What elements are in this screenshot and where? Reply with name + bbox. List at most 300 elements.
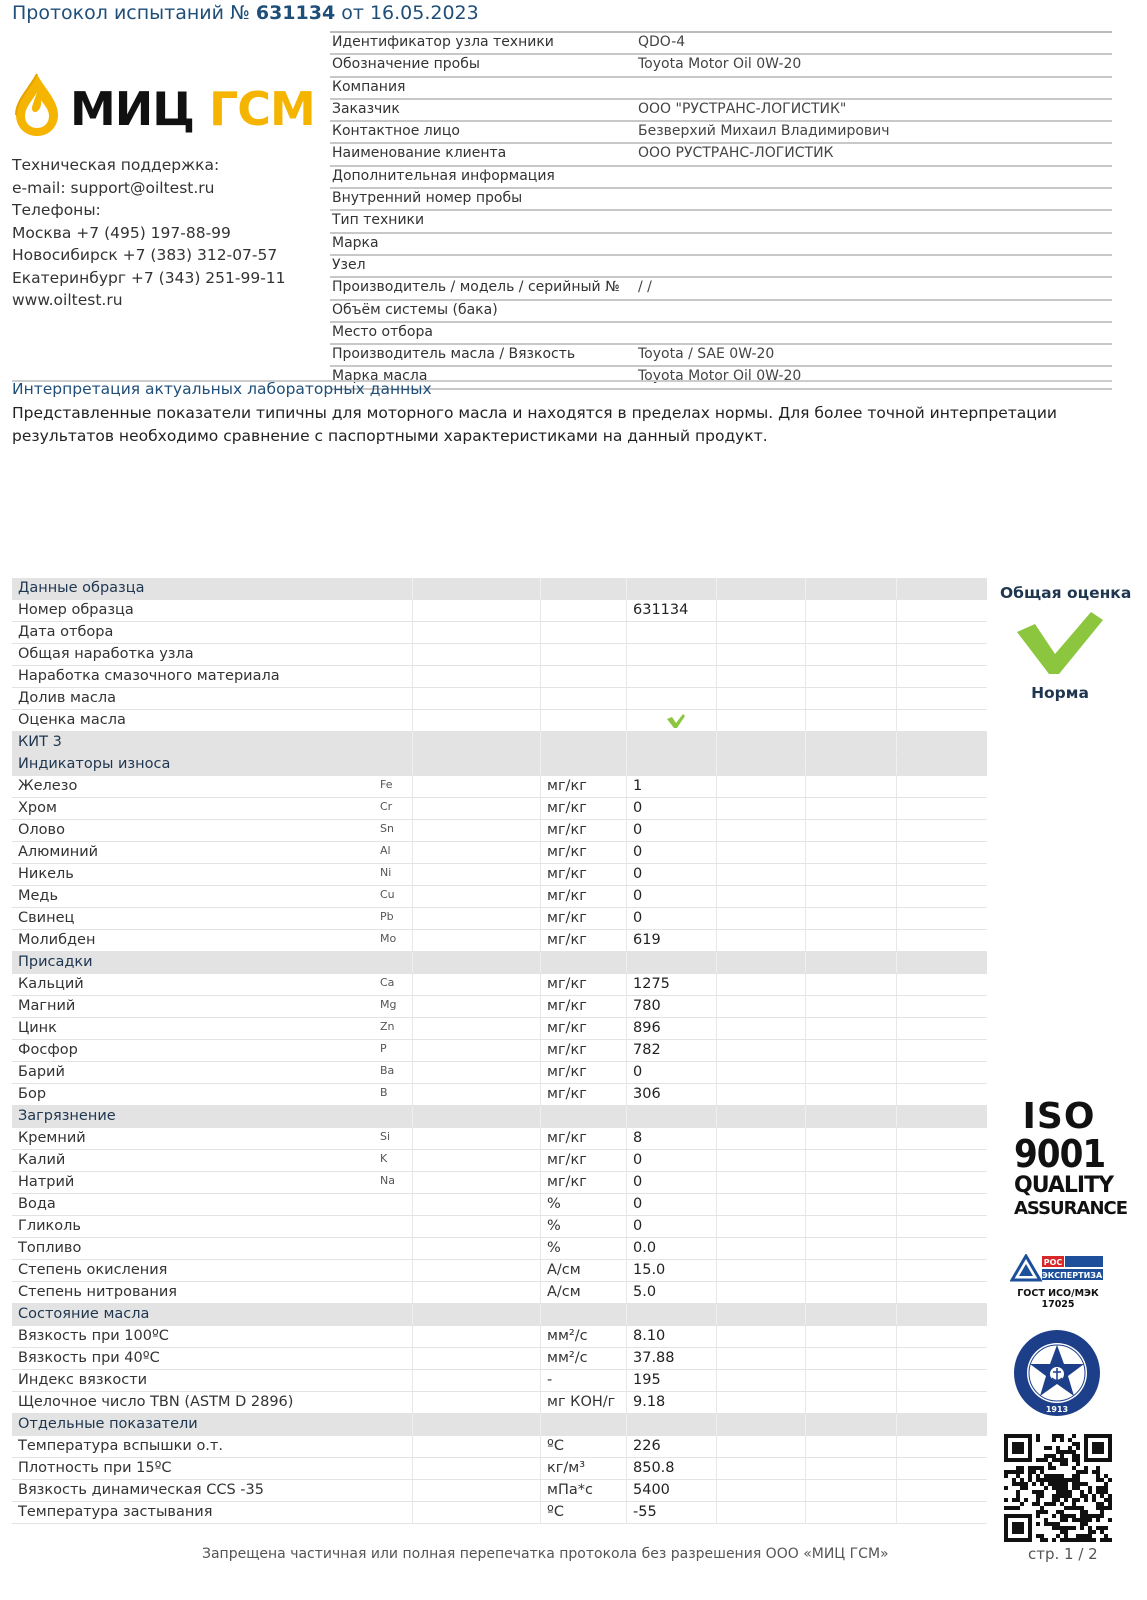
column-divider <box>626 864 627 885</box>
column-divider <box>805 732 806 753</box>
table-section-header <box>12 732 987 754</box>
support-email[interactable]: e-mail: support@oiltest.ru <box>12 178 215 197</box>
row-unit: мг/кг <box>547 1152 587 1168</box>
iso-quality: QUALITY <box>1014 1173 1114 1198</box>
column-divider <box>716 600 717 621</box>
gost-label <box>1010 1288 1106 1310</box>
row-unit: % <box>547 1240 561 1256</box>
phone-novosibirsk: Новосибирск +7 (383) 312-07-57 <box>12 246 278 264</box>
column-divider <box>540 644 541 665</box>
column-divider <box>805 1172 806 1193</box>
column-divider <box>805 1458 806 1479</box>
column-divider <box>805 996 806 1017</box>
column-divider <box>896 1216 897 1237</box>
column-divider <box>540 732 541 753</box>
column-divider <box>716 732 717 753</box>
table-row <box>12 1018 987 1040</box>
ros-expertiza-badge <box>1010 1254 1106 1310</box>
table-row <box>12 1392 987 1414</box>
column-divider <box>540 1326 541 1347</box>
ros-expertiza-logo-icon <box>1010 1254 1106 1282</box>
column-divider <box>805 1062 806 1083</box>
row-unit: мПа*с <box>547 1482 593 1498</box>
column-divider <box>626 1502 627 1523</box>
row-value: -55 <box>633 1504 657 1520</box>
row-name: Загрязнение <box>18 1108 116 1124</box>
column-divider <box>540 666 541 687</box>
row-name: Никель <box>18 866 74 882</box>
protocol-number: 631134 <box>255 2 336 24</box>
column-divider <box>716 820 717 841</box>
column-divider <box>626 710 627 731</box>
column-divider <box>540 1304 541 1325</box>
info-row <box>330 55 1112 77</box>
row-name: Кремний <box>18 1130 86 1146</box>
iso-number: 9001 <box>1014 1132 1106 1176</box>
element-symbol: Sn <box>380 822 394 835</box>
column-divider <box>412 754 413 775</box>
column-divider <box>805 974 806 995</box>
oil-drop-logo-icon <box>12 72 62 138</box>
info-value: Toyota / SAE 0W-20 <box>638 346 775 363</box>
column-divider <box>716 666 717 687</box>
row-name: Молибден <box>18 932 96 948</box>
table-row <box>12 842 987 864</box>
column-divider <box>540 1084 541 1105</box>
table-row <box>12 1040 987 1062</box>
phone-ekaterinburg: Екатеринбург +7 (343) 251-99-11 <box>12 268 286 287</box>
row-name: Железо <box>18 778 78 794</box>
qr-code-icon[interactable] <box>1004 1434 1112 1542</box>
row-unit: % <box>547 1218 561 1234</box>
column-divider <box>412 820 413 841</box>
table-row <box>12 1194 987 1216</box>
column-divider <box>805 1106 806 1127</box>
row-unit: % <box>547 1196 561 1212</box>
column-divider <box>540 688 541 709</box>
column-divider <box>626 732 627 753</box>
column-divider <box>412 1458 413 1479</box>
column-divider <box>412 1370 413 1391</box>
table-row <box>12 1370 987 1392</box>
column-divider <box>896 578 897 599</box>
column-divider <box>716 996 717 1017</box>
results-table <box>12 578 987 1524</box>
row-unit: мг/кг <box>547 1042 587 1058</box>
row-value: 0 <box>633 844 643 860</box>
column-divider <box>540 864 541 885</box>
column-divider <box>626 1238 627 1259</box>
info-key: Тип техники <box>332 212 425 229</box>
column-divider <box>626 1194 627 1215</box>
row-unit: мг/кг <box>547 800 587 816</box>
column-divider <box>540 1128 541 1149</box>
column-divider <box>716 1238 717 1259</box>
column-divider <box>540 886 541 907</box>
column-divider <box>896 754 897 775</box>
row-name: Свинец <box>18 910 75 926</box>
row-name: Долив масла <box>18 690 116 706</box>
column-divider <box>540 974 541 995</box>
column-divider <box>540 820 541 841</box>
column-divider <box>896 1326 897 1347</box>
element-symbol: Mo <box>380 932 397 945</box>
column-divider <box>716 1084 717 1105</box>
table-row <box>12 1480 987 1502</box>
column-divider <box>896 996 897 1017</box>
column-divider <box>412 622 413 643</box>
row-value: 15.0 <box>633 1262 666 1278</box>
info-row <box>330 256 1112 278</box>
column-divider <box>540 776 541 797</box>
info-value: Toyota Motor Oil 0W-20 <box>638 368 802 385</box>
info-row <box>330 211 1112 233</box>
column-divider <box>896 820 897 841</box>
column-divider <box>540 798 541 819</box>
row-unit: мг/кг <box>547 998 587 1014</box>
column-divider <box>896 1348 897 1369</box>
gost-line1: ГОСТ ИСО/МЭК <box>1017 1288 1099 1299</box>
iso-9001-badge <box>1014 1096 1128 1220</box>
row-value: 0 <box>633 1152 643 1168</box>
column-divider <box>540 1216 541 1237</box>
column-divider <box>540 1040 541 1061</box>
table-row <box>12 1062 987 1084</box>
column-divider <box>716 1282 717 1303</box>
element-symbol: Fe <box>380 778 393 791</box>
column-divider <box>805 600 806 621</box>
column-divider <box>412 1238 413 1259</box>
column-divider <box>716 688 717 709</box>
column-divider <box>626 930 627 951</box>
column-divider <box>805 952 806 973</box>
column-divider <box>805 1392 806 1413</box>
column-divider <box>716 952 717 973</box>
element-symbol: Mg <box>380 998 397 1011</box>
column-divider <box>412 1084 413 1105</box>
column-divider <box>805 1150 806 1171</box>
row-name: Медь <box>18 888 59 904</box>
column-divider <box>805 864 806 885</box>
column-divider <box>716 1502 717 1523</box>
row-value: 5400 <box>633 1482 670 1498</box>
row-name: Степень окисления <box>18 1262 168 1278</box>
row-name: Индикаторы износа <box>18 756 171 772</box>
support-contacts <box>12 154 286 312</box>
row-name: Бор <box>18 1086 47 1102</box>
info-key: Контактное лицо <box>332 123 460 140</box>
row-unit: мг/кг <box>547 1130 587 1146</box>
sample-info-table <box>330 31 1112 390</box>
row-value: 780 <box>633 998 661 1014</box>
row-unit: мг/кг <box>547 1086 587 1102</box>
column-divider <box>716 1304 717 1325</box>
column-divider <box>412 798 413 819</box>
column-divider <box>412 1150 413 1171</box>
column-divider <box>896 1370 897 1391</box>
element-symbol: Pb <box>380 910 394 923</box>
column-divider <box>896 688 897 709</box>
info-row <box>330 301 1112 323</box>
seal-year: 1913 <box>1045 1405 1069 1414</box>
table-row <box>12 1084 987 1106</box>
row-name: Отдельные показатели <box>18 1416 198 1432</box>
row-unit: мг/кг <box>547 910 587 926</box>
info-row <box>330 278 1112 300</box>
table-row <box>12 798 987 820</box>
row-name: Цинк <box>18 1020 57 1036</box>
column-divider <box>716 1392 717 1413</box>
row-unit: мг/кг <box>547 888 587 904</box>
column-divider <box>805 1326 806 1347</box>
info-key: Марка <box>332 234 379 251</box>
column-divider <box>716 1436 717 1457</box>
column-divider <box>540 842 541 863</box>
overall-title: Общая оценка <box>1000 584 1132 602</box>
row-unit: мг/кг <box>547 778 587 794</box>
column-divider <box>412 1480 413 1501</box>
table-row <box>12 1216 987 1238</box>
column-divider <box>805 644 806 665</box>
column-divider <box>412 1062 413 1083</box>
column-divider <box>626 1172 627 1193</box>
column-divider <box>716 1062 717 1083</box>
column-divider <box>716 754 717 775</box>
table-row <box>12 1436 987 1458</box>
column-divider <box>896 974 897 995</box>
table-row <box>12 1260 987 1282</box>
column-divider <box>896 644 897 665</box>
column-divider <box>716 1326 717 1347</box>
column-divider <box>412 1172 413 1193</box>
title-prefix: Протокол испытаний № <box>12 2 250 24</box>
column-divider <box>540 1480 541 1501</box>
column-divider <box>626 1150 627 1171</box>
table-row <box>12 1282 987 1304</box>
row-value: 306 <box>633 1086 661 1102</box>
column-divider <box>716 1018 717 1039</box>
iso-assurance: ASSURANCE <box>1014 1198 1128 1219</box>
info-value: / / <box>638 279 652 296</box>
column-divider <box>896 1414 897 1435</box>
row-value: 8 <box>633 1130 643 1146</box>
row-name: Хром <box>18 800 57 816</box>
element-symbol: Ni <box>380 866 392 879</box>
table-row <box>12 1326 987 1348</box>
column-divider <box>896 952 897 973</box>
column-divider <box>896 622 897 643</box>
column-divider <box>896 1458 897 1479</box>
row-name: Плотность при 15ºC <box>18 1460 172 1476</box>
column-divider <box>412 1502 413 1523</box>
row-name: Общая наработка узла <box>18 646 194 662</box>
column-divider <box>805 1216 806 1237</box>
column-divider <box>626 578 627 599</box>
row-value: 619 <box>633 932 661 948</box>
info-key: Заказчик <box>332 100 400 117</box>
column-divider <box>805 1348 806 1369</box>
column-divider <box>412 600 413 621</box>
column-divider <box>805 754 806 775</box>
column-divider <box>626 1392 627 1413</box>
table-row <box>12 1458 987 1480</box>
column-divider <box>412 908 413 929</box>
column-divider <box>626 666 627 687</box>
column-divider <box>896 1172 897 1193</box>
column-divider <box>805 1128 806 1149</box>
info-row <box>330 234 1112 256</box>
column-divider <box>626 908 627 929</box>
column-divider <box>626 1370 627 1391</box>
row-value: 8.10 <box>633 1328 666 1344</box>
row-value: 0 <box>633 1064 643 1080</box>
element-symbol: Al <box>380 844 391 857</box>
info-row <box>330 33 1112 55</box>
column-divider <box>805 1282 806 1303</box>
info-value: ООО "РУСТРАНС-ЛОГИСТИК" <box>638 100 847 117</box>
column-divider <box>626 754 627 775</box>
info-key: Внутренний номер пробы <box>332 190 523 207</box>
column-divider <box>540 578 541 599</box>
interpretation-text: Представленные показатели типичны для моторного масла и находятся в пределах нормы. Для более точной интерпретации результатов необходимо сравнение с паспортными характеристиками на данный продукт. <box>12 404 1057 445</box>
table-section-header <box>12 1106 987 1128</box>
column-divider <box>716 1040 717 1061</box>
column-divider <box>716 622 717 643</box>
row-unit: мг/кг <box>547 976 587 992</box>
column-divider <box>540 1392 541 1413</box>
table-row <box>12 996 987 1018</box>
column-divider <box>805 798 806 819</box>
row-unit: ºC <box>547 1438 564 1454</box>
column-divider <box>540 600 541 621</box>
row-name: Вязкость динамическая CCS -35 <box>18 1482 264 1498</box>
column-divider <box>626 1436 627 1457</box>
overall-assessment <box>1000 584 1132 702</box>
column-divider <box>716 1194 717 1215</box>
column-divider <box>626 644 627 665</box>
row-value: 0 <box>633 1174 643 1190</box>
element-symbol: Cu <box>380 888 395 901</box>
row-name: Щелочное число TBN (ASTM D 2896) <box>18 1394 294 1410</box>
column-divider <box>626 952 627 973</box>
column-divider <box>540 754 541 775</box>
row-name: Данные образца <box>18 580 145 596</box>
column-divider <box>540 1062 541 1083</box>
column-divider <box>626 776 627 797</box>
row-name: Степень нитрования <box>18 1284 178 1300</box>
column-divider <box>412 644 413 665</box>
column-divider <box>626 798 627 819</box>
column-divider <box>626 1084 627 1105</box>
element-symbol: B <box>380 1086 388 1099</box>
phone-moscow: Москва +7 (495) 197-88-99 <box>12 223 231 242</box>
column-divider <box>626 1480 627 1501</box>
column-divider <box>412 1436 413 1457</box>
info-key: Производитель / модель / серийный № <box>332 279 620 296</box>
row-value: 195 <box>633 1372 661 1388</box>
column-divider <box>896 1392 897 1413</box>
phones-heading: Телефоны: <box>12 201 101 219</box>
info-row <box>330 345 1112 367</box>
register-seal-icon <box>1012 1328 1102 1418</box>
expertiza-text: ЭКСПЕРТИЗА <box>1041 1271 1103 1280</box>
column-divider <box>540 1238 541 1259</box>
column-divider <box>896 1194 897 1215</box>
row-unit: А/см <box>547 1284 581 1300</box>
column-divider <box>716 644 717 665</box>
column-divider <box>626 1282 627 1303</box>
row-value: 0 <box>633 822 643 838</box>
column-divider <box>412 1128 413 1149</box>
table-row <box>12 886 987 908</box>
support-heading: Техническая поддержка: <box>12 156 220 174</box>
table-section-header <box>12 578 987 600</box>
column-divider <box>412 1040 413 1061</box>
element-symbol: K <box>380 1152 388 1165</box>
column-divider <box>805 688 806 709</box>
ros-text: РОС <box>1043 1258 1063 1267</box>
column-divider <box>626 1040 627 1061</box>
element-symbol: Cr <box>380 800 393 813</box>
row-name: Калий <box>18 1152 66 1168</box>
row-unit: мм²/с <box>547 1350 588 1366</box>
column-divider <box>716 1216 717 1237</box>
row-value: 9.18 <box>633 1394 666 1410</box>
oil-ok-check-icon <box>666 713 686 729</box>
row-name: Наработка смазочного материала <box>18 668 280 684</box>
row-name: Вязкость при 100ºC <box>18 1328 169 1344</box>
row-name: Магний <box>18 998 76 1014</box>
column-divider <box>626 1348 627 1369</box>
protocol-date: от 16.05.2023 <box>341 2 479 24</box>
column-divider <box>805 820 806 841</box>
overall-status: Норма <box>1031 684 1089 702</box>
row-name: Индекс вязкости <box>18 1372 148 1388</box>
column-divider <box>540 1502 541 1523</box>
table-row <box>12 820 987 842</box>
column-divider <box>412 886 413 907</box>
info-row <box>330 122 1112 144</box>
column-divider <box>716 1370 717 1391</box>
column-divider <box>805 776 806 797</box>
table-row <box>12 930 987 952</box>
column-divider <box>626 1216 627 1237</box>
row-name: Олово <box>18 822 65 838</box>
row-name: Температура застывания <box>18 1504 213 1520</box>
column-divider <box>540 996 541 1017</box>
column-divider <box>716 1414 717 1435</box>
info-key: Обозначение пробы <box>332 56 480 73</box>
column-divider <box>805 1502 806 1523</box>
row-value: 0 <box>633 888 643 904</box>
info-key: Марка масла <box>332 368 428 385</box>
table-row <box>12 710 987 732</box>
info-row <box>330 144 1112 166</box>
column-divider <box>716 798 717 819</box>
row-unit: мм²/с <box>547 1328 588 1344</box>
table-section-header <box>12 754 987 776</box>
info-row <box>330 167 1112 189</box>
row-name: Оценка масла <box>18 712 126 728</box>
column-divider <box>412 1194 413 1215</box>
column-divider <box>626 1128 627 1149</box>
website-link[interactable]: www.oiltest.ru <box>12 291 123 309</box>
column-divider <box>896 1106 897 1127</box>
row-unit: мг/кг <box>547 1064 587 1080</box>
column-divider <box>716 886 717 907</box>
column-divider <box>412 1326 413 1347</box>
row-unit: мг/кг <box>547 1020 587 1036</box>
